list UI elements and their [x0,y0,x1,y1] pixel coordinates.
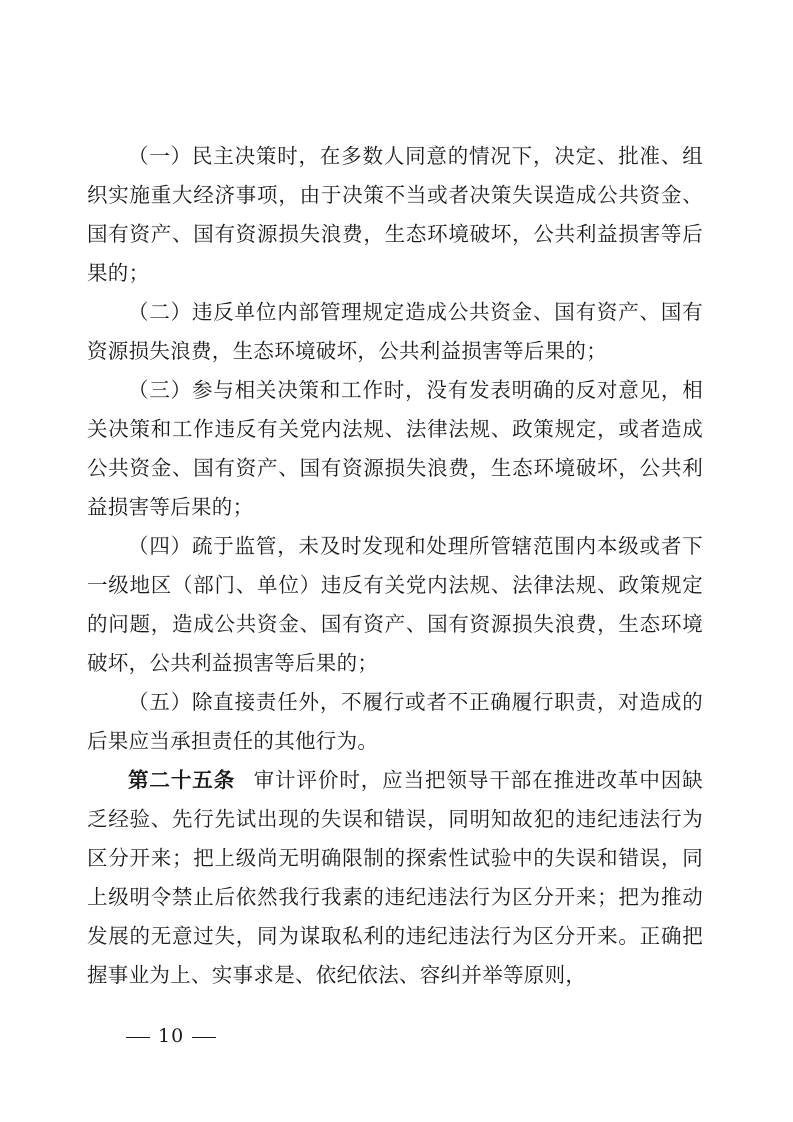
clause-paragraph-5: （五）除直接责任外，不履行或者不正确履行职责，对造成的后果应当承担责任的其他行为。 [87,690,703,753]
article-paragraph [87,761,703,995]
clause-paragraph-1: （一）民主决策时，在多数人同意的情况下，决定、批准、组织实施重大经济事项，由于决策不当或者决策失误造成公共资金、国有资产、国有资源损失浪费，生态环境破坏，公共利益损害等后果的； [87,144,703,285]
clause-paragraph-3: （三）参与相关决策和工作时，没有发表明确的反对意见，相关决策和工作违反有关党内法规、法律法规、政策规定，或者造成公共资金、国有资产、国有资源损失浪费，生态环境破坏，公共利益损害等后果的； [87,378,703,519]
page-number: 10 [158,1025,185,1047]
dash-right [192,1037,216,1038]
article-text: 审计评价时，应当把领导干部在推进改革中因缺乏经验、先行先试出现的失误和错误，同明知故犯的违纪违法行为区分开来；把上级尚无明确限制的探索性试验中的失误和错误，同上级明令禁止后依然我行我素的违纪违法行为区分开来；把为推动发展的无意过失，同为谋取私利的违纪违法行为区分开来。正确把握事业为上、实事求是、依纪依法、容纠并举等原则， [87,768,703,987]
dash-left [126,1037,150,1038]
page-footer [118,1025,224,1047]
clause-paragraph-2: （二）违反单位内部管理规定造成公共资金、国有资产、国有资源损失浪费，生态环境破坏，公共利益损害等后果的； [87,300,703,363]
document-body [87,137,703,995]
article-heading: 第二十五条 [128,768,236,792]
clause-paragraph-4: （四）疏于监管，未及时发现和处理所管辖范围内本级或者下一级地区（部门、单位）违反有关党内法规、法律法规、政策规定的问题，造成公共资金、国有资产、国有资源损失浪费，生态环境破坏，公共利益损害等后果的； [87,534,703,675]
